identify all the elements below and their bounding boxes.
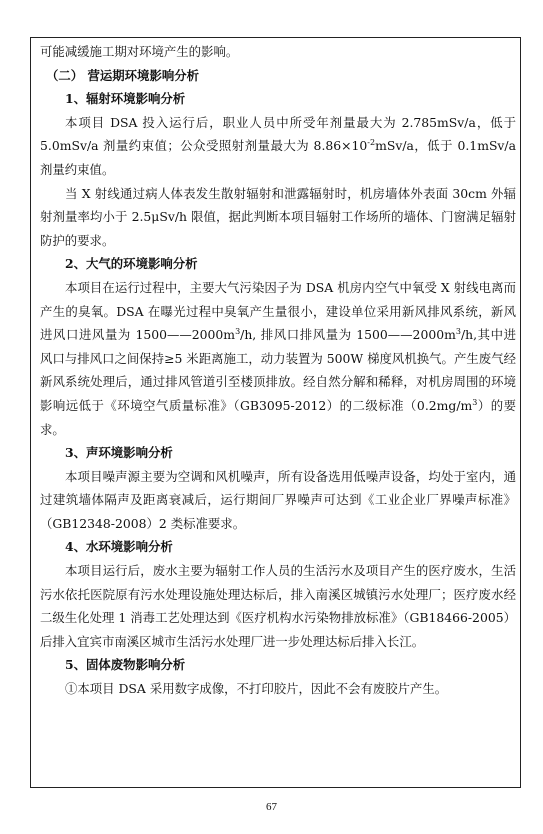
heading-air-impact: 2、大气的环境影响分析 [65, 256, 198, 272]
heading-water-impact: 4、水环境影响分析 [65, 539, 173, 555]
paragraph-water-impact: 本项目运行后，废水主要为辐射工作人员的生活污水及项目产生的医疗废水，生活污水依托医院原有污水处理设施处理达标后，排入南溪区城镇污水处理厂；医疗废水经二级生化处理 1 消毒工艺处理达到《医疗机构水污染物排放标准》（GB18466-2005）后排入宜宾市南溪区城市生活污水处理厂进一步处理达标后排入长江。 [40, 563, 516, 649]
text-run: mSv/a，低于 0.1mSv/a 剂量约束值。 [40, 138, 516, 177]
superscript: 3 [455, 327, 461, 336]
paragraph-continuation: 可能减缓施工期对环境产生的影响。 [40, 44, 239, 59]
text-run: /h,其中进风口与排风口之间保持≥5 米距离施工，动力装置为 500W 梯度风机换气。产生废气经新风系统处理后，通过排风管道引至楼顶排放。经自然分解和稀释，对机房周围的环境影响远低于《环境空气质量标准》（GB3095-2012）的二级标准（0.2mg/m [40, 327, 516, 413]
superscript: 3 [472, 397, 478, 407]
text-run: 本项目 DSA 投入运行后，职业人员中所受年剂量最大为 2.785mSv/a，低于 5.0mSv/a 剂量约束值；公众受照射剂量最大为 8.86×10 [40, 114, 516, 154]
paragraph-radiation-dose [40, 111, 516, 182]
section-heading-operation-period: （二） 营运期环境影响分析 [46, 67, 200, 83]
paragraph-radiation-shielding: 当 X 射线通过病人体表发生散射辐射和泄露辐射时，机房墙体外表面 30cm 外辐射剂量率均小于 2.5μSv/h 限值，据此判断本项目辐射工作场所的墙体、门窗满足辐射防护的要求。 [40, 185, 516, 248]
text-run: /h, 排风口排风量为 1500——2000m [240, 327, 456, 343]
text-run: ）的要求。 [40, 397, 517, 437]
heading-solid-waste-impact: 5、固体废物影响分析 [65, 657, 186, 673]
document-body [40, 40, 516, 701]
text-run: 本项目在运行过程中，主要大气污染因子为 DSA 机房内空气中氧受 X 射线电离而产生的臭氧。DSA 在曝光过程中臭氧产生量很小，建设单位采用新风排风系统，新风进风口进风量为 1500——2000m [40, 279, 516, 343]
paragraph-noise-impact: 本项目噪声源主要为空调和风机噪声，所有设备选用低噪声设备，均处于室内，通过建筑墙体隔声及距离衰减后，运行期间厂界噪声可达到《工业企业厂界噪声标准》（GB12348-2008）2 类标准要求。 [40, 468, 516, 531]
superscript: 3 [235, 327, 241, 336]
page-number: 67 [266, 801, 277, 813]
heading-noise-impact: 3、声环境影响分析 [65, 445, 173, 461]
paragraph-solid-waste: ①本项目 DSA 采用数字成像，不打印胶片，因此不会有废胶片产生。 [65, 681, 448, 697]
paragraph-air-impact [40, 276, 516, 441]
heading-radiation-impact: 1、辐射环境影响分析 [65, 91, 186, 107]
superscript: -2 [367, 138, 376, 148]
